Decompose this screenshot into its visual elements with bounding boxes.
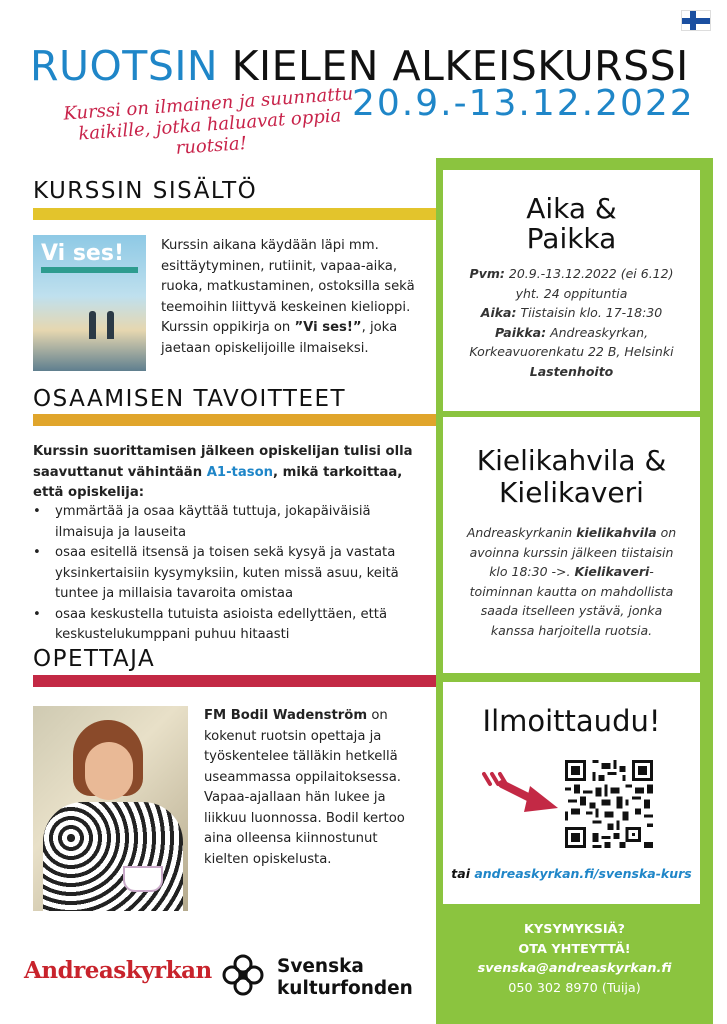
- goals-list: [33, 502, 428, 646]
- language-cafe-text: Andreaskyrkanin kielikahvila on avoinna kurssin jälkeen tiistaisin klo 18:30 ->. Kielikaveri-toiminnan kautta on mahdollista saada itselleen ystävä, jonka kanssa harjoitella ruotsia.: [466, 525, 677, 638]
- time-place-box: [443, 170, 700, 411]
- teacher-name: FM Bodil Wadenström: [204, 708, 368, 723]
- book-cover-image: [33, 235, 146, 371]
- time-place-details: Pvm: 20.9.-13.12.2022 (ei 6.12) yht. 24 oppituntia Aika: Tiistaisin klo. 17-18:30 Paikka: Andreaskyrkan, Korkeavuorenkatu 22 B, Helsinki Lastenhoito: [469, 266, 674, 379]
- yellow-divider: [33, 208, 436, 220]
- contact-phone[interactable]: 050 302 8970 (Tuija): [508, 980, 641, 996]
- svenska-kulturfonden-logo: Svenska kulturfonden: [277, 956, 413, 999]
- signup-link-line: tai andreaskyrkan.fi/svenska-kurs: [451, 866, 692, 881]
- andreaskyrkan-logo: Andreaskyrkan: [24, 957, 212, 984]
- qr-code[interactable]: [565, 760, 653, 848]
- level-a1: A1-tason: [206, 464, 274, 480]
- contact-block: KYSYMYKSIÄ? OTA YHTEYTTÄ! svenska@andreaskyrkan.fi 050 302 8970 (Tuija): [436, 920, 713, 998]
- orange-divider: [33, 414, 436, 426]
- list-item: • osaa keskustella tutuista asioista edellyttäen, että keskustelukumppani puhuu hitaasti: [33, 606, 388, 642]
- svenska-kulturfonden-icon: [220, 952, 266, 998]
- heading-teacher: OPETTAJA: [33, 646, 156, 672]
- arrow-right-icon: [482, 770, 560, 814]
- heading-course-content: KURSSIN SISÄLTÖ: [33, 178, 258, 204]
- book-title: Vi ses!: [41, 241, 124, 266]
- time-place-heading: Aika & Paikka: [526, 192, 617, 255]
- course-dates: 20.9.-13.12.2022: [352, 83, 695, 124]
- contact-email[interactable]: svenska@andreaskyrkan.fi: [477, 961, 672, 976]
- course-description: Kurssin aikana käydään läpi mm. esittäytyminen, rutiinit, vapaa-aika, ruoka, matkustaminen, ostoksilla sekä teemoihin liittyvä keskeinen kielioppi. Kurssin oppikirja on ”Vi ses!”, joka jaetaan opiskelijoille ilmaiseksi.: [161, 238, 415, 356]
- tagline: Kurssi on ilmainen ja suunnattu kaikille, jotka haluavat oppia ruotsia!: [62, 83, 354, 159]
- heading-learning-goals: OSAAMISEN TAVOITTEET: [33, 386, 347, 412]
- goals-intro: Kurssin suorittamisen jälkeen opiskelijan tulisi olla saavuttanut vähintään A1-tason, mikä tarkoittaa, että opiskelija:: [33, 444, 413, 500]
- title-rest: KIELEN ALKEISKURSSI: [231, 42, 689, 90]
- finnish-flag-icon: [681, 10, 711, 31]
- language-cafe-box: [443, 417, 700, 673]
- book-name: ”Vi ses!”: [294, 320, 362, 335]
- teacher-description: FM Bodil Wadenström on kokenut ruotsin opettaja ja työskentelee tälläkin hetkellä useammassa oppilaitoksessa. Vapaa-ajallaan hän lukee ja liikkuu luonnossa. Bodil kertoo aina olleensa kiinnostunut kielten opiskelusta.: [204, 708, 405, 867]
- language-cafe-heading: Kielikahvila & Kielikaveri: [476, 444, 667, 509]
- list-item: • ymmärtää ja osaa käyttää tuttuja, jokapäiväisiä ilmaisuja ja lauseita: [33, 504, 371, 540]
- signup-heading: Ilmoittaudu!: [482, 704, 661, 738]
- teacher-photo: [33, 706, 188, 911]
- title-ruotsin: RUOTSIN: [30, 42, 219, 90]
- childcare-label: Lastenhoito: [529, 363, 614, 379]
- red-divider: [33, 675, 436, 687]
- signup-link[interactable]: andreaskyrkan.fi/svenska-kurs: [474, 866, 692, 881]
- list-item: • osaa esitellä itsensä ja toisen sekä kysyä ja vastata yksinkertaisiin kysymyksiin, kuten missä asuu, keitä tuntee ja millaisia tavaroita omistaa: [33, 545, 399, 601]
